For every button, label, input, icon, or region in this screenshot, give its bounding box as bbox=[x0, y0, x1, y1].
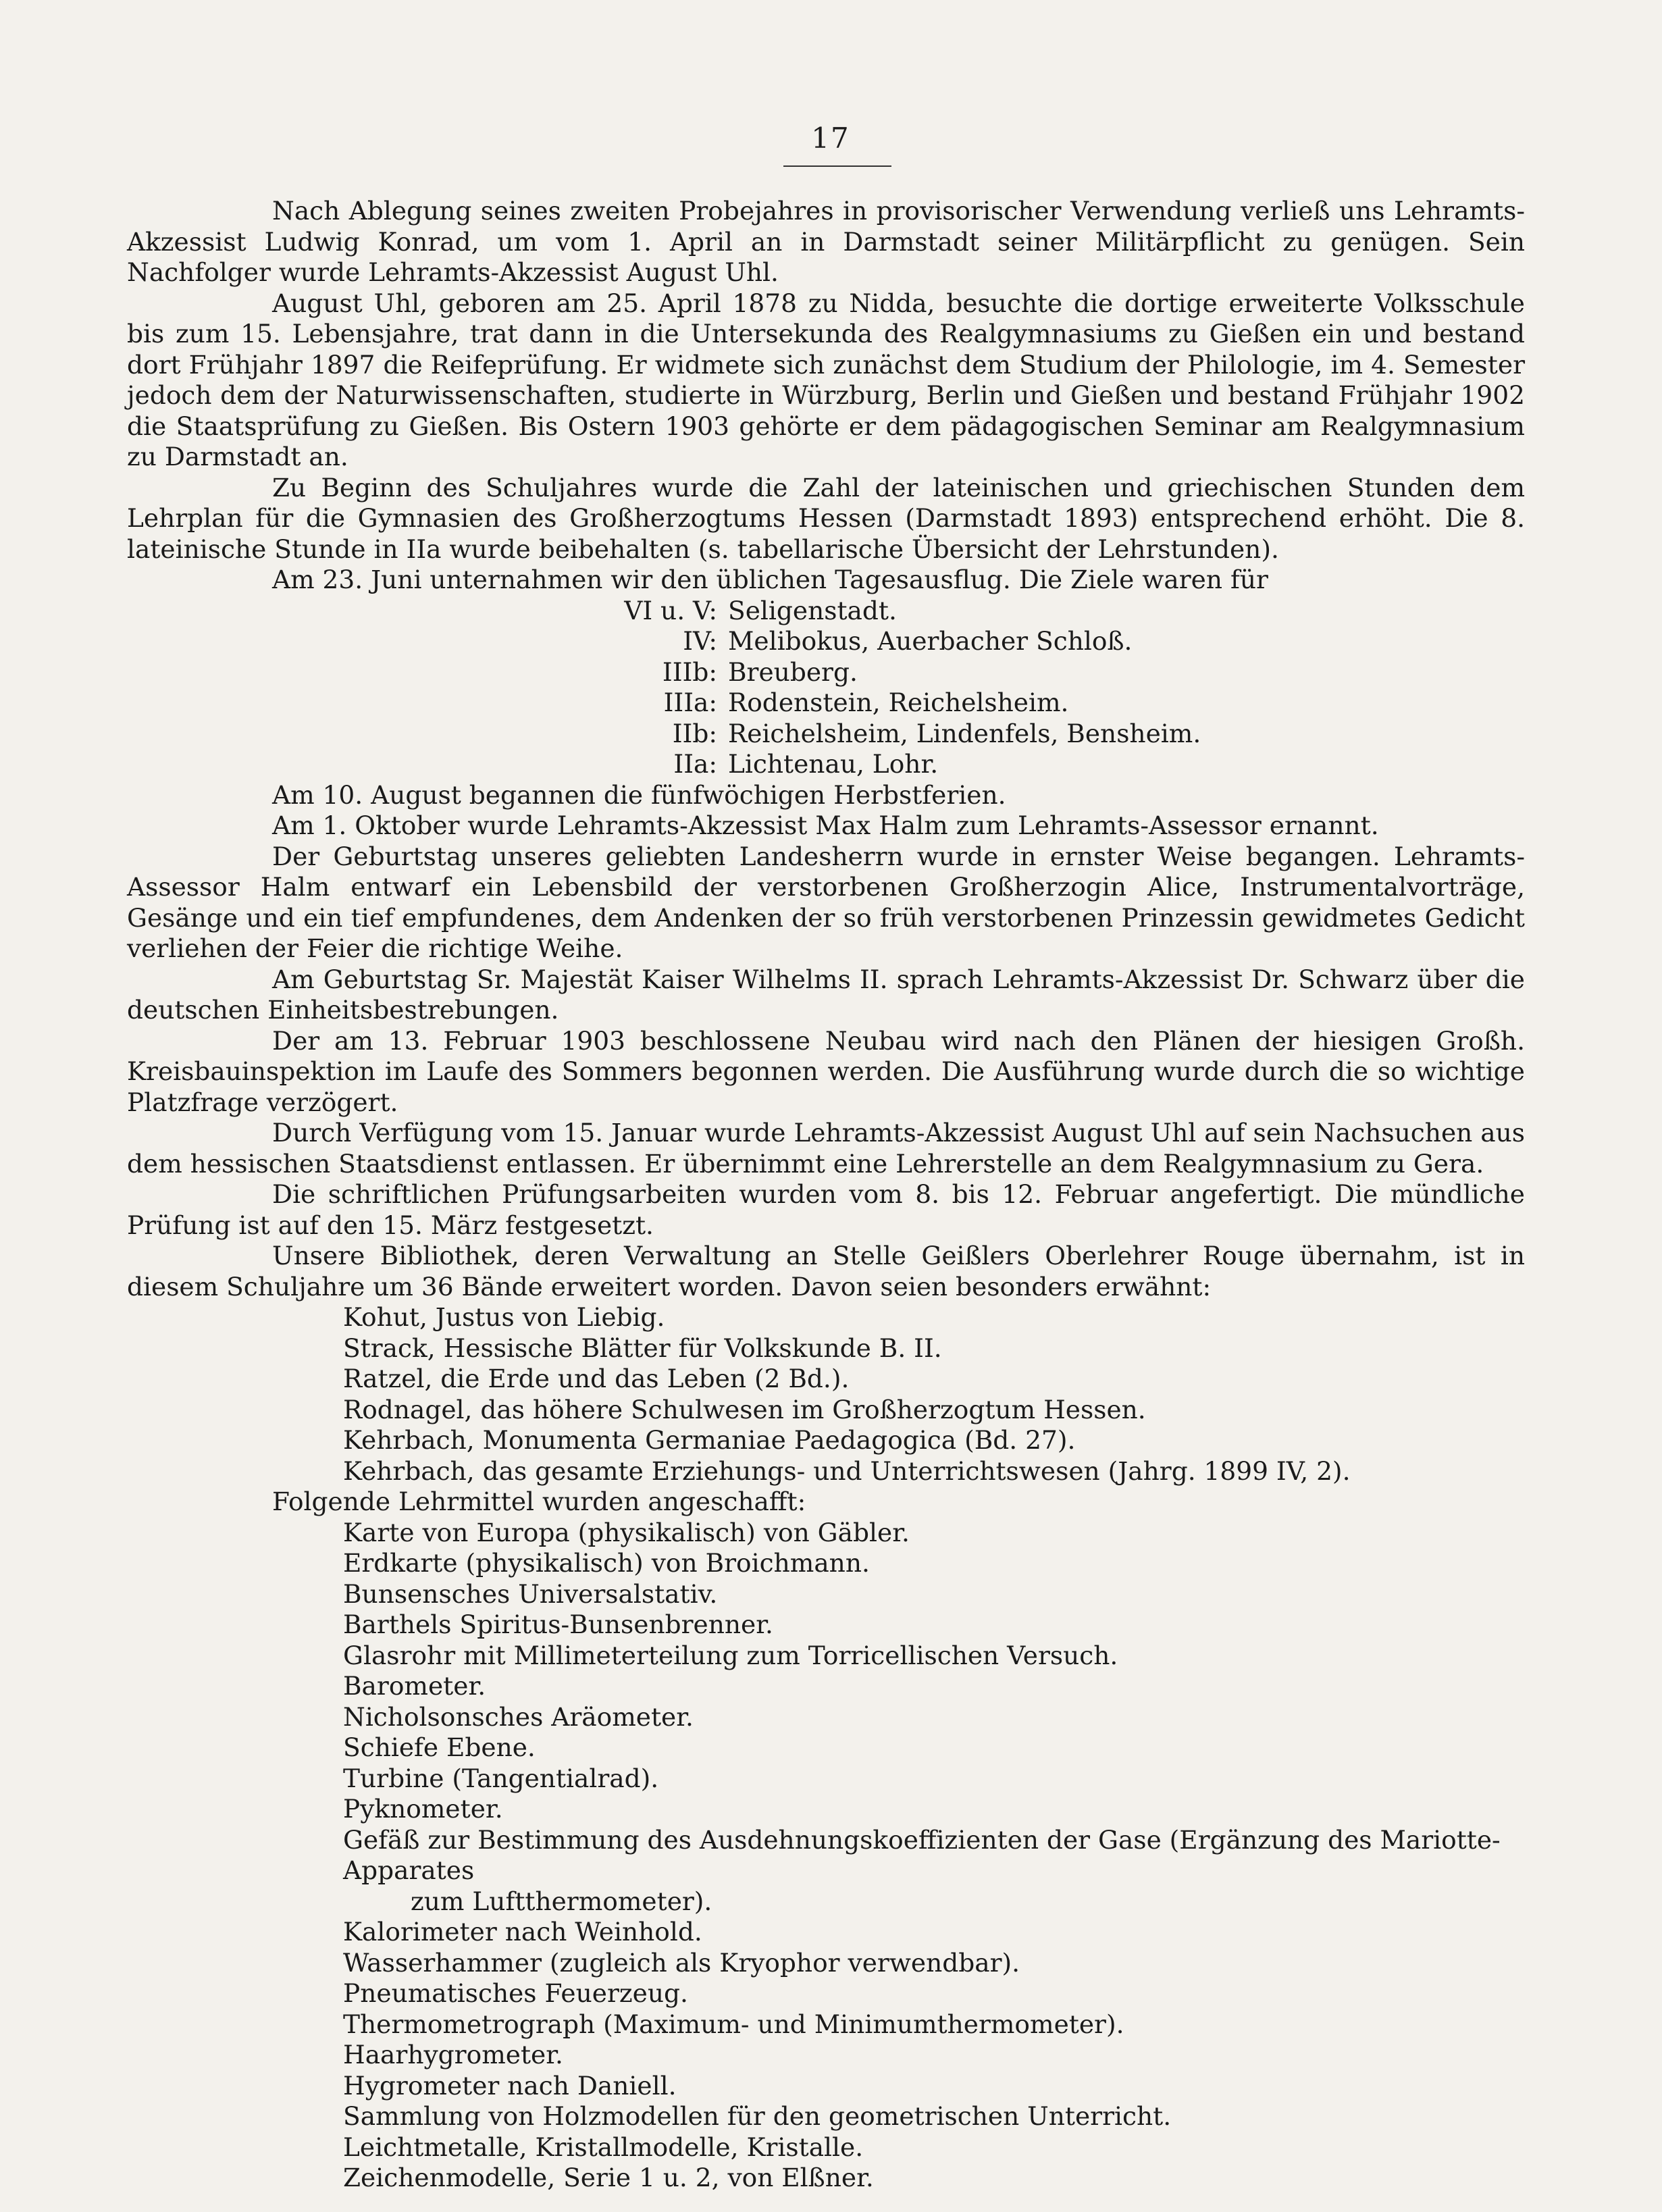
teaching-aid-item: Wasserhammer (zugleich als Kryophor verwendbar). bbox=[343, 1947, 1020, 1978]
teaching-aid-item: Kalorimeter nach Weinhold. bbox=[343, 1917, 702, 1947]
teaching-aid-item: Pyknometer. bbox=[343, 1794, 503, 1824]
excursion-destination: Rodenstein, Reichelsheim. bbox=[728, 688, 1069, 717]
teaching-aid-item: Bunsensches Universalstativ. bbox=[343, 1578, 718, 1609]
excursion-row bbox=[485, 719, 1525, 750]
teaching-aid-item: Turbine (Tangentialrad). bbox=[343, 1763, 659, 1793]
book-item: Kehrbach, Monumenta Germaniae Paedagogica (Bd. 27). bbox=[343, 1425, 1076, 1455]
teaching-aid-item: Karte von Europa (physikalisch) von Gäbler. bbox=[343, 1517, 910, 1547]
excursion-destination: Reichelsheim, Lindenfels, Bensheim. bbox=[728, 718, 1201, 748]
book-item: Rodnagel, das höhere Schulwesen im Großherzogtum Hessen. bbox=[343, 1394, 1146, 1424]
teaching-aid-item: Sammlung von Holzmodellen für den geometrischen Unterricht. bbox=[343, 2101, 1172, 2131]
book-list bbox=[343, 1302, 1525, 1487]
excursion-row bbox=[485, 688, 1525, 719]
teaching-aid-item: Schiefe Ebene. bbox=[343, 1732, 536, 1762]
paragraph: Am 10. August begannen die fünfwöchigen Herbstferien. bbox=[272, 779, 1006, 810]
book-item: Kohut, Justus von Liebig. bbox=[343, 1302, 665, 1332]
excursion-destination: Seligenstadt. bbox=[728, 595, 897, 625]
paragraph: Durch Verfügung vom 15. Januar wurde Lehramts-Akzessist August Uhl auf sein Nachsuchen aus dem hessischen Staatsdienst entlassen. Er übernimmt eine Lehrerstelle an dem Realgymnasium zu Gera. bbox=[127, 1118, 1525, 1179]
page-number-rule bbox=[783, 165, 891, 167]
paragraph: Der Geburtstag unseres geliebten Landesherrn wurde in ernster Weise begangen. Lehramts-Assessor Halm entwarf ein Lebensbild der verstorbenen Großherzogin Alice, Instrumentalvorträge, Gesänge und ein tief empfundenes, dem Andenken der so früh verstorbenen Prinzessin gewidmetes Gedicht verliehen der Feier die richtige Weihe. bbox=[127, 841, 1525, 963]
paragraph: Die schriftlichen Prüfungsarbeiten wurden vom 8. bis 12. Februar angefertigt. Die mündliche Prüfung ist auf den 15. März festgesetzt. bbox=[127, 1179, 1525, 1240]
paragraph: Der am 13. Februar 1903 beschlossene Neubau wird nach den Plänen der hiesigen Großh. Kreisbauinspektion im Laufe des Sommers begonnen werden. Die Ausführung wurde durch die so wichtige Platzfrage verzögert. bbox=[127, 1025, 1525, 1117]
teaching-aid-item: Barthels Spiritus-Bunsenbrenner. bbox=[343, 1610, 773, 1639]
page-number: 17 bbox=[811, 122, 850, 155]
excursion-class: VI u. V: bbox=[624, 595, 717, 625]
excursion-class: IIIa: bbox=[663, 688, 717, 717]
paragraph: August Uhl, geboren am 25. April 1878 zu Nidda, besuchte die dortige erweiterte Volksschule bis zum 15. Lebensjahre, trat dann in die Untersekunda des Realgymnasiums zu Gießen ein und bestand dort Frühjahr 1897 die Reifeprüfung. Er widmete sich zunächst dem Studium der Philologie, im 4. Semester jedoch dem der Naturwissenschaften, studierte in Würzburg, Berlin und Gießen und bestand Frühjahr 1902 die Staatsprüfung zu Gießen. Bis Ostern 1903 gehörte er dem pädagogischen Seminar am Realgymnasium zu Darmstadt an. bbox=[127, 288, 1525, 471]
paragraph: Am 1. Oktober wurde Lehramts-Akzessist Max Halm zum Lehramts-Assessor ernannt. bbox=[272, 811, 1379, 840]
book-item: Strack, Hessische Blätter für Volkskunde B. II. bbox=[343, 1333, 942, 1363]
excursion-destination: Breuberg. bbox=[728, 657, 858, 687]
teaching-aid-item-continuation: zum Luftthermometer). bbox=[411, 1886, 712, 1916]
teaching-aid-item: Thermometrograph (Maximum- und Minimumthermometer). bbox=[343, 2009, 1124, 2039]
paragraph: Unsere Bibliothek, deren Verwaltung an Stelle Geißlers Oberlehrer Rouge übernahm, ist in diesem Schuljahre um 36 Bände erweitert worden. Davon seien besonders erwähnt: bbox=[127, 1241, 1525, 1302]
excursion-row bbox=[485, 596, 1525, 627]
paragraph: Zu Beginn des Schuljahres wurde die Zahl der lateinischen und griechischen Stunden dem Lehrplan für die Gymnasien des Großherzogtums Hessen (Darmstadt 1893) entsprechend erhöht. Die 8. lateinische Stunde in IIa wurde beibehalten (s. tabellarische Übersicht der Lehrstunden). bbox=[127, 472, 1525, 564]
teaching-aids-intro: Folgende Lehrmittel wurden angeschafft: bbox=[272, 1487, 806, 1516]
body-text bbox=[127, 196, 1525, 2194]
excursion-class: IIIb: bbox=[662, 657, 717, 687]
excursion-class: IIa: bbox=[673, 749, 717, 779]
paragraph: Am 23. Juni unternahmen wir den üblichen Tagesausflug. Die Ziele waren für bbox=[272, 565, 1268, 594]
teaching-aid-item: Hygrometer nach Daniell. bbox=[343, 2070, 677, 2101]
excursion-list bbox=[485, 596, 1525, 780]
teaching-aid-item: Erdkarte (physikalisch) von Broichmann. bbox=[343, 1548, 870, 1578]
teaching-aid-item: Pneumatisches Feuerzeug. bbox=[343, 1978, 688, 2008]
teaching-aid-item: Gefäß zur Bestimmung des Ausdehnungskoeffizienten der Gase (Ergänzung des Mariotte-Apparates bbox=[343, 1824, 1501, 1885]
teaching-aid-item: Nicholsonsches Aräometer. bbox=[343, 1701, 694, 1732]
excursion-row bbox=[485, 626, 1525, 657]
paragraph: Am Geburtstag Sr. Majestät Kaiser Wilhelms II. sprach Lehramts-Akzessist Dr. Schwarz über die deutschen Einheitsbestrebungen. bbox=[127, 964, 1525, 1025]
teaching-aid-item: Barometer. bbox=[343, 1671, 486, 1701]
teaching-aid-item: Glasrohr mit Millimeterteilung zum Torricellischen Versuch. bbox=[343, 1640, 1118, 1670]
excursion-row bbox=[485, 749, 1525, 780]
excursion-destination: Lichtenau, Lohr. bbox=[728, 749, 939, 779]
paragraph: Nach Ablegung seines zweiten Probejahres in provisorischer Verwendung verließ uns Lehramts-Akzessist Ludwig Konrad, um vom 1. April an in Darmstadt seiner Militärpflicht zu genügen. Sein Nachfolger wurde Lehramts-Akzessist August Uhl. bbox=[127, 196, 1525, 287]
excursion-row bbox=[485, 657, 1525, 688]
teaching-aids-list bbox=[343, 1518, 1525, 2194]
teaching-aid-item: Haarhygrometer. bbox=[343, 2040, 563, 2069]
excursion-class: IV: bbox=[683, 626, 717, 656]
teaching-aid-item: Leichtmetalle, Kristallmodelle, Kristalle. bbox=[343, 2132, 864, 2162]
book-item: Kehrbach, das gesamte Erziehungs- und Unterrichtswesen (Jahrg. 1899 IV, 2). bbox=[343, 1456, 1351, 1486]
excursion-destination: Melibokus, Auerbacher Schloß. bbox=[728, 626, 1133, 656]
book-item: Ratzel, die Erde und das Leben (2 Bd.). bbox=[343, 1364, 850, 1393]
excursion-class: IIb: bbox=[672, 718, 717, 748]
teaching-aid-item: Zeichenmodelle, Serie 1 u. 2, von Elßner. bbox=[343, 2163, 874, 2192]
